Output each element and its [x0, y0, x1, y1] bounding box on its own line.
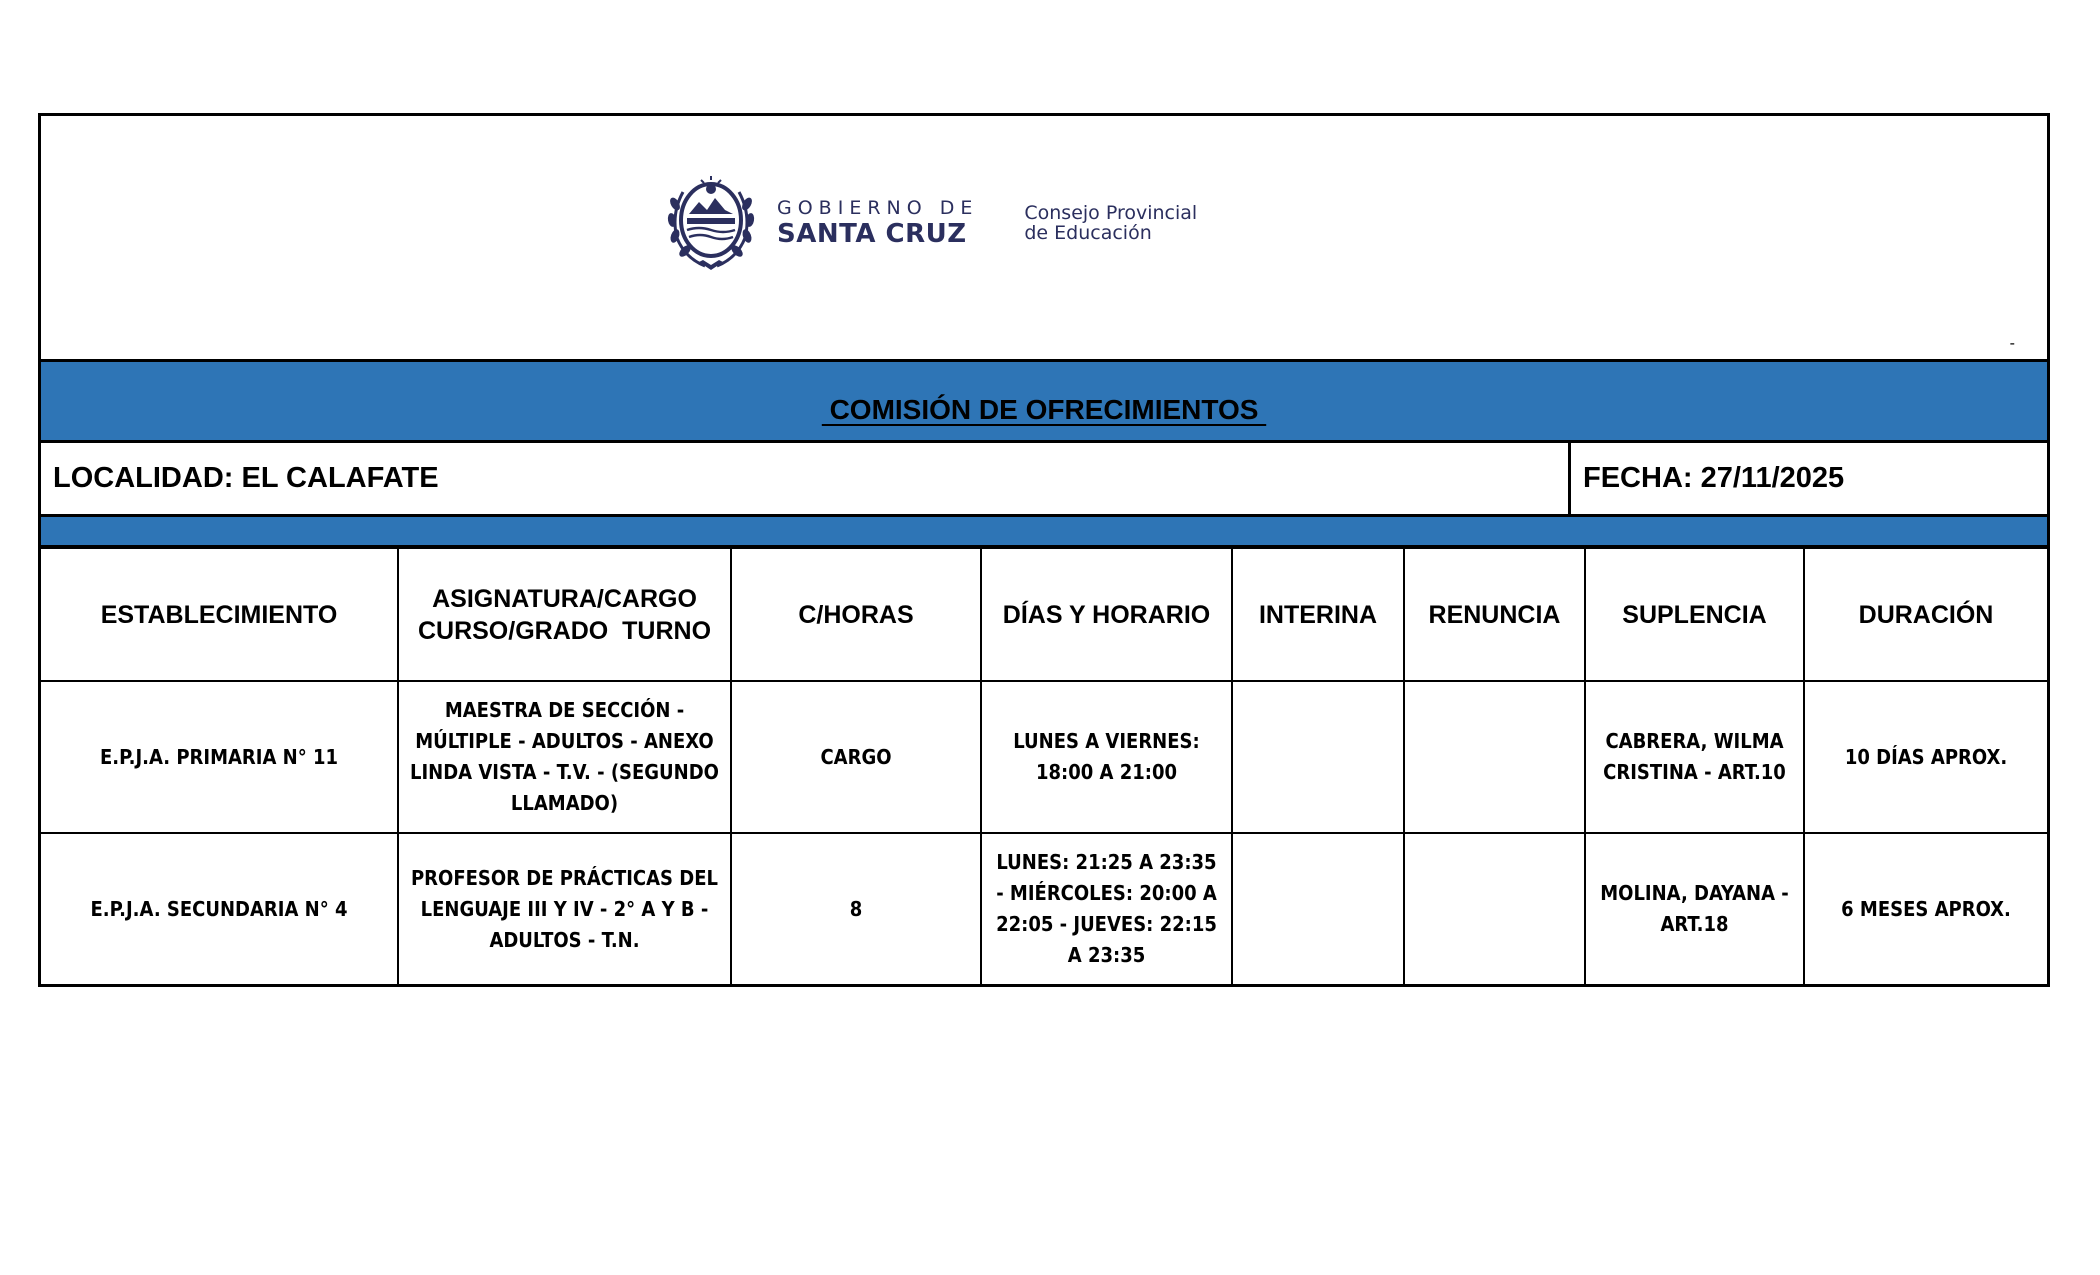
header-logo-area — [41, 116, 2047, 362]
cell-establecimiento: E.P.J.A. PRIMARIA N° 11 — [41, 681, 398, 833]
cell-interina — [1232, 833, 1404, 984]
cell-suplencia: MOLINA, DAYANA - ART.18 — [1585, 833, 1804, 984]
col-establecimiento: ESTABLECIMIENTO — [41, 548, 398, 681]
cell-establecimiento: E.P.J.A. SECUNDARIA N° 4 — [41, 833, 398, 984]
gov-line1: GOBIERNO DE — [777, 197, 979, 219]
col-asignatura-line2: CURSO/GRADO TURNO — [417, 616, 712, 645]
council-line2: de Educación — [1024, 222, 1152, 244]
cell-asignatura: PROFESOR DE PRÁCTICAS DEL LENGUAJE III Y IV - 2° A Y B - ADULTOS - T.N. — [398, 833, 731, 984]
cell-duracion: 6 MESES APROX. — [1804, 833, 2047, 984]
offers-table — [41, 547, 2047, 984]
col-duracion: DURACIÓN — [1804, 548, 2047, 681]
col-asignatura-line1: ASIGNATURA/CARGO — [432, 584, 697, 613]
cell-dias: LUNES: 21:25 A 23:35 - MIÉRCOLES: 20:00 A 22:05 - JUEVES: 22:15 A 23:35 — [981, 833, 1232, 984]
page-title: COMISIÓN DE OFRECIMIENTOS — [821, 394, 1267, 425]
col-renuncia: RENUNCIA — [1404, 548, 1585, 681]
date-label: FECHA: 27/11/2025 — [1568, 443, 2047, 514]
table-row — [41, 833, 2047, 984]
title-bar — [41, 362, 2047, 443]
cell-horas: 8 — [731, 833, 981, 984]
location-date-row — [41, 443, 2047, 517]
cell-duracion: 10 DÍAS APROX. — [1804, 681, 2047, 833]
government-name — [777, 197, 978, 249]
table-header-row — [41, 548, 2047, 681]
locality-label: LOCALIDAD: EL CALAFATE — [53, 462, 439, 494]
cell-asignatura: MAESTRA DE SECCIÓN - MÚLTIPLE - ADULTOS - ANEXO LINDA VISTA - T.V. - (SEGUNDO LLAMADO) — [398, 681, 731, 833]
col-interina: INTERINA — [1232, 548, 1404, 681]
cell-suplencia: CABRERA, WILMA CRISTINA - ART.10 — [1585, 681, 1804, 833]
cell-interina — [1232, 681, 1404, 833]
government-logo — [663, 168, 1197, 278]
cell-horas: CARGO — [731, 681, 981, 833]
col-horas: C/HORAS — [731, 548, 981, 681]
header-dash: - — [2009, 335, 2015, 352]
gov-line2: SANTA CRUZ — [777, 219, 967, 249]
cell-dias: LUNES A VIERNES: 18:00 A 21:00 — [981, 681, 1232, 833]
cell-renuncia — [1404, 833, 1585, 984]
cell-renuncia — [1404, 681, 1585, 833]
separator-strip — [41, 517, 2047, 547]
table-row — [41, 681, 2047, 833]
col-dias: DÍAS Y HORARIO — [981, 548, 1232, 681]
document-frame — [38, 113, 2050, 987]
council-line1: Consejo Provincial — [1024, 202, 1198, 224]
council-name — [1024, 203, 1197, 243]
col-suplencia: SUPLENCIA — [1585, 548, 1804, 681]
col-asignatura — [398, 548, 731, 681]
province-seal-icon — [663, 174, 759, 272]
